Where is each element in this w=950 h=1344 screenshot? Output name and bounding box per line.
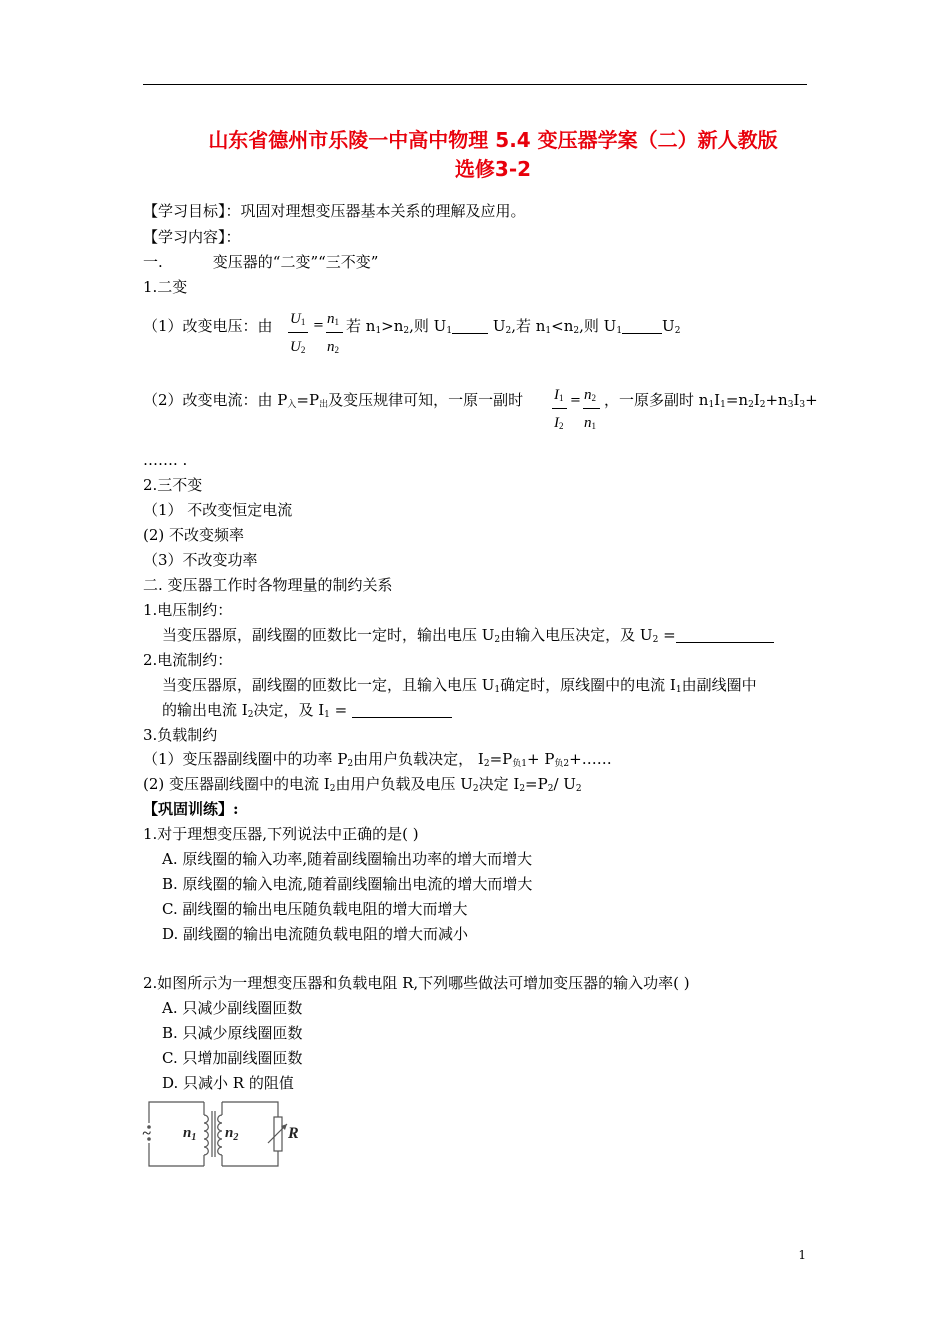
learning-content-header: 【学习内容】： [143,228,241,246]
text: 由副线圈中 [681,676,757,694]
frac-n1: n [327,311,335,327]
text: 决定 I [478,775,520,793]
text: U [488,317,506,335]
voltage-condition-text [346,316,680,341]
text: U [662,317,675,335]
text: ，一原多副时 n [604,391,709,409]
voltage-constraint-heading: 1.电压制约： [143,601,233,619]
label-n2 [225,1125,238,1143]
frac-n2: n [327,339,335,355]
frac-u1: U [290,311,301,327]
voltage-change-prefix: （1）改变电压：由 [143,317,273,335]
text: （2）改变电流：由 P [143,391,288,409]
fraction-bar [326,332,343,333]
ac-source-icon: ~ [142,1125,152,1142]
question-1: 1.对于理想变压器,下列说法中正确的是( ) [143,825,419,843]
current-ratio-fraction-right [583,387,603,435]
load-constraint-1 [143,749,612,774]
sub: 2 [403,326,410,336]
sub: 2 [494,635,501,645]
text: 当变压器原，副线圈的匝数比一定时，输出电压 U [162,626,495,644]
sub: 出 [319,400,329,410]
label-n2-sub: 2 [233,1132,239,1143]
text: 由用户负载及电压 U [335,775,473,793]
section-1-heading [143,252,378,272]
question-2-option-c[interactable]: C. 只增加副线圈匝数 [162,1049,303,1067]
text: >n [381,317,404,335]
sub: 1 [494,685,501,695]
frac-i2-sub: 2 [559,421,564,431]
secondary-wire-top [222,1102,278,1117]
sub: 1 [720,400,726,410]
text: +n [765,391,788,409]
practice-heading: 【巩固训练】: [143,800,239,818]
primary-wire-top [149,1102,204,1123]
section-1-title: 变压器的“二变”“三不变” [212,253,379,271]
answer-blank[interactable] [622,319,662,334]
current-multi-winding-text [604,390,818,415]
invariant-2: (2) 不改变频率 [143,526,245,544]
voltage-ratio-fraction-right [326,311,346,357]
sub: 1 [708,400,715,410]
section-1-number: 一. [143,253,163,271]
answer-blank[interactable] [352,703,452,718]
text: 由输入电压决定，及 U [500,626,653,644]
frac-n1-sub: 1 [334,317,339,327]
fraction-bar [552,408,567,409]
load-resistor [274,1117,282,1151]
question-1-option-b[interactable]: B. 原线圈的输入电流,随着副线圈输出电流的增大而增大 [162,875,533,893]
secondary-coil [218,1115,222,1155]
text: 由用户负载决定， I [353,750,484,768]
current-constraint-heading: 2.电流制约： [143,651,233,669]
text: = [658,626,676,644]
label-n2-letter: n [225,1125,234,1141]
text: +…… [569,750,612,768]
text: 确定时，原线圈中的电流 I [500,676,676,694]
ellipsis-continuation: ……. . [143,451,188,469]
primary-coil [204,1115,208,1155]
sub: 2 [247,710,254,720]
text: ,则 U [579,317,617,335]
text: 当变压器原，副线圈的匝数比一定，且输入电压 U [162,676,495,694]
sub: 1 [616,326,623,336]
frac-u2-sub: 2 [300,345,306,355]
sub: 1 [446,326,453,336]
text: <n [551,317,574,335]
frac-i2: I [554,415,559,431]
header-rule [143,84,807,85]
frac-n1-sub: 1 [591,421,596,431]
frac-n1: n [584,415,592,431]
sub: 1 [375,326,382,336]
label-n1 [183,1125,196,1143]
sub: 2 [759,400,766,410]
sub: 2 [748,400,754,410]
sub: 1 [545,326,552,336]
sub: 2 [575,784,582,794]
sub: 3 [787,400,794,410]
fraction-bar [288,332,308,333]
voltage-ratio-fraction-left [288,311,310,357]
secondary-wire-bottom [222,1151,278,1166]
label-r: R [288,1125,299,1142]
text: =P [296,391,320,409]
text: = [329,701,352,719]
frac-n2-sub: 2 [591,393,596,403]
invariant-1: （1） 不改变恒定电流 [143,501,293,519]
question-1-option-a[interactable]: A. 原线圈的输入功率,随着副线圈输出功率的增大而增大 [162,850,533,868]
learning-goal: 【学习目标】：巩固对理想变压器基本关系的理解及应用。 [143,202,526,220]
label-n1-letter: n [183,1125,192,1141]
sub: 2 [472,784,479,794]
transformer-circuit-diagram [140,1093,310,1175]
section-2-heading: 二. 变压器工作时各物理量的制约关系 [143,576,393,594]
sub: 1 [324,710,330,720]
question-2: 2.如图所示为一理想变压器和负载电阻 R,下列哪些做法可增加变压器的输入功率( ) [143,974,690,992]
text: 若 n [346,317,376,335]
subsection-three-invariants: 2.三不变 [143,476,203,494]
question-1-option-d[interactable]: D. 副线圈的输出电流随负载电阻的增大而减小 [162,925,469,943]
sub: 1 [675,685,682,695]
current-equals: = [570,393,581,408]
subsection-two-changes: 1.二变 [143,278,188,296]
primary-wire-bottom [149,1143,204,1166]
current-ratio-fraction-left [552,387,570,435]
sub: 2 [652,635,659,645]
answer-blank[interactable] [676,628,774,643]
page-number: 1 [798,1248,806,1262]
sub: 入 [287,400,297,410]
sub: 负2 [554,759,570,769]
frac-u2: U [290,339,301,355]
sub: 2 [573,326,580,336]
text: ,则 U [409,317,447,335]
current-constraint-text-line2 [162,700,452,725]
text: ,若 n [511,317,546,335]
text: =P [489,750,513,768]
sub: 2 [347,759,354,769]
invariant-3: （3）不改变功率 [143,551,258,569]
text: =n [725,391,749,409]
voltage-equals: = [313,318,324,333]
sub: 2 [483,759,490,769]
sub: 2 [519,784,526,794]
sub: 3 [799,400,806,410]
text: + P [526,750,555,768]
text: =P [525,775,548,793]
text: 的输出电流 I [162,701,248,719]
sub: 2 [674,326,681,336]
text: I [793,391,800,409]
sub: 2 [329,784,336,794]
question-1-option-c[interactable]: C. 副线圈的输出电压随负载电阻的增大而增大 [162,900,468,918]
question-2-option-b[interactable]: B. 只减少原线圈匝数 [162,1024,303,1042]
sub: 2 [505,326,512,336]
doc-title-line2: 选修3-2 [454,157,532,181]
text: (2) 变压器副线圈中的电流 I [143,775,330,793]
answer-blank[interactable] [452,319,488,334]
question-2-option-a[interactable]: A. 只减少副线圈匝数 [162,999,303,1017]
frac-n2-sub: 2 [334,345,339,355]
text: 及变压规律可知，一原一副时 [328,391,524,409]
load-constraint-2 [143,774,582,799]
sub: 负1 [512,759,527,769]
current-change-text [143,390,523,415]
text: （1）变压器副线圈中的功率 P [143,750,348,768]
frac-i1-sub: 1 [559,393,564,403]
doc-title-line1: 山东省德州市乐陵一中高中物理 5.4 变压器学案（二）新人教版 [208,128,778,152]
current-constraint-text-line1 [162,675,757,700]
voltage-constraint-text [162,625,774,650]
fraction-bar [583,408,600,409]
text: / U [553,775,576,793]
question-2-option-d[interactable]: D. 只减小 R 的阻值 [162,1074,294,1092]
frac-u1-sub: 1 [300,317,306,327]
text: I [714,391,721,409]
label-n1-sub: 1 [191,1132,197,1143]
sub: 2 [547,784,554,794]
frac-i1: I [554,387,559,403]
text: + [805,391,818,409]
load-constraint-heading: 3.负载制约 [143,726,218,744]
text: I [753,391,760,409]
frac-n2: n [584,387,592,403]
text: 决定，及 I [253,701,325,719]
